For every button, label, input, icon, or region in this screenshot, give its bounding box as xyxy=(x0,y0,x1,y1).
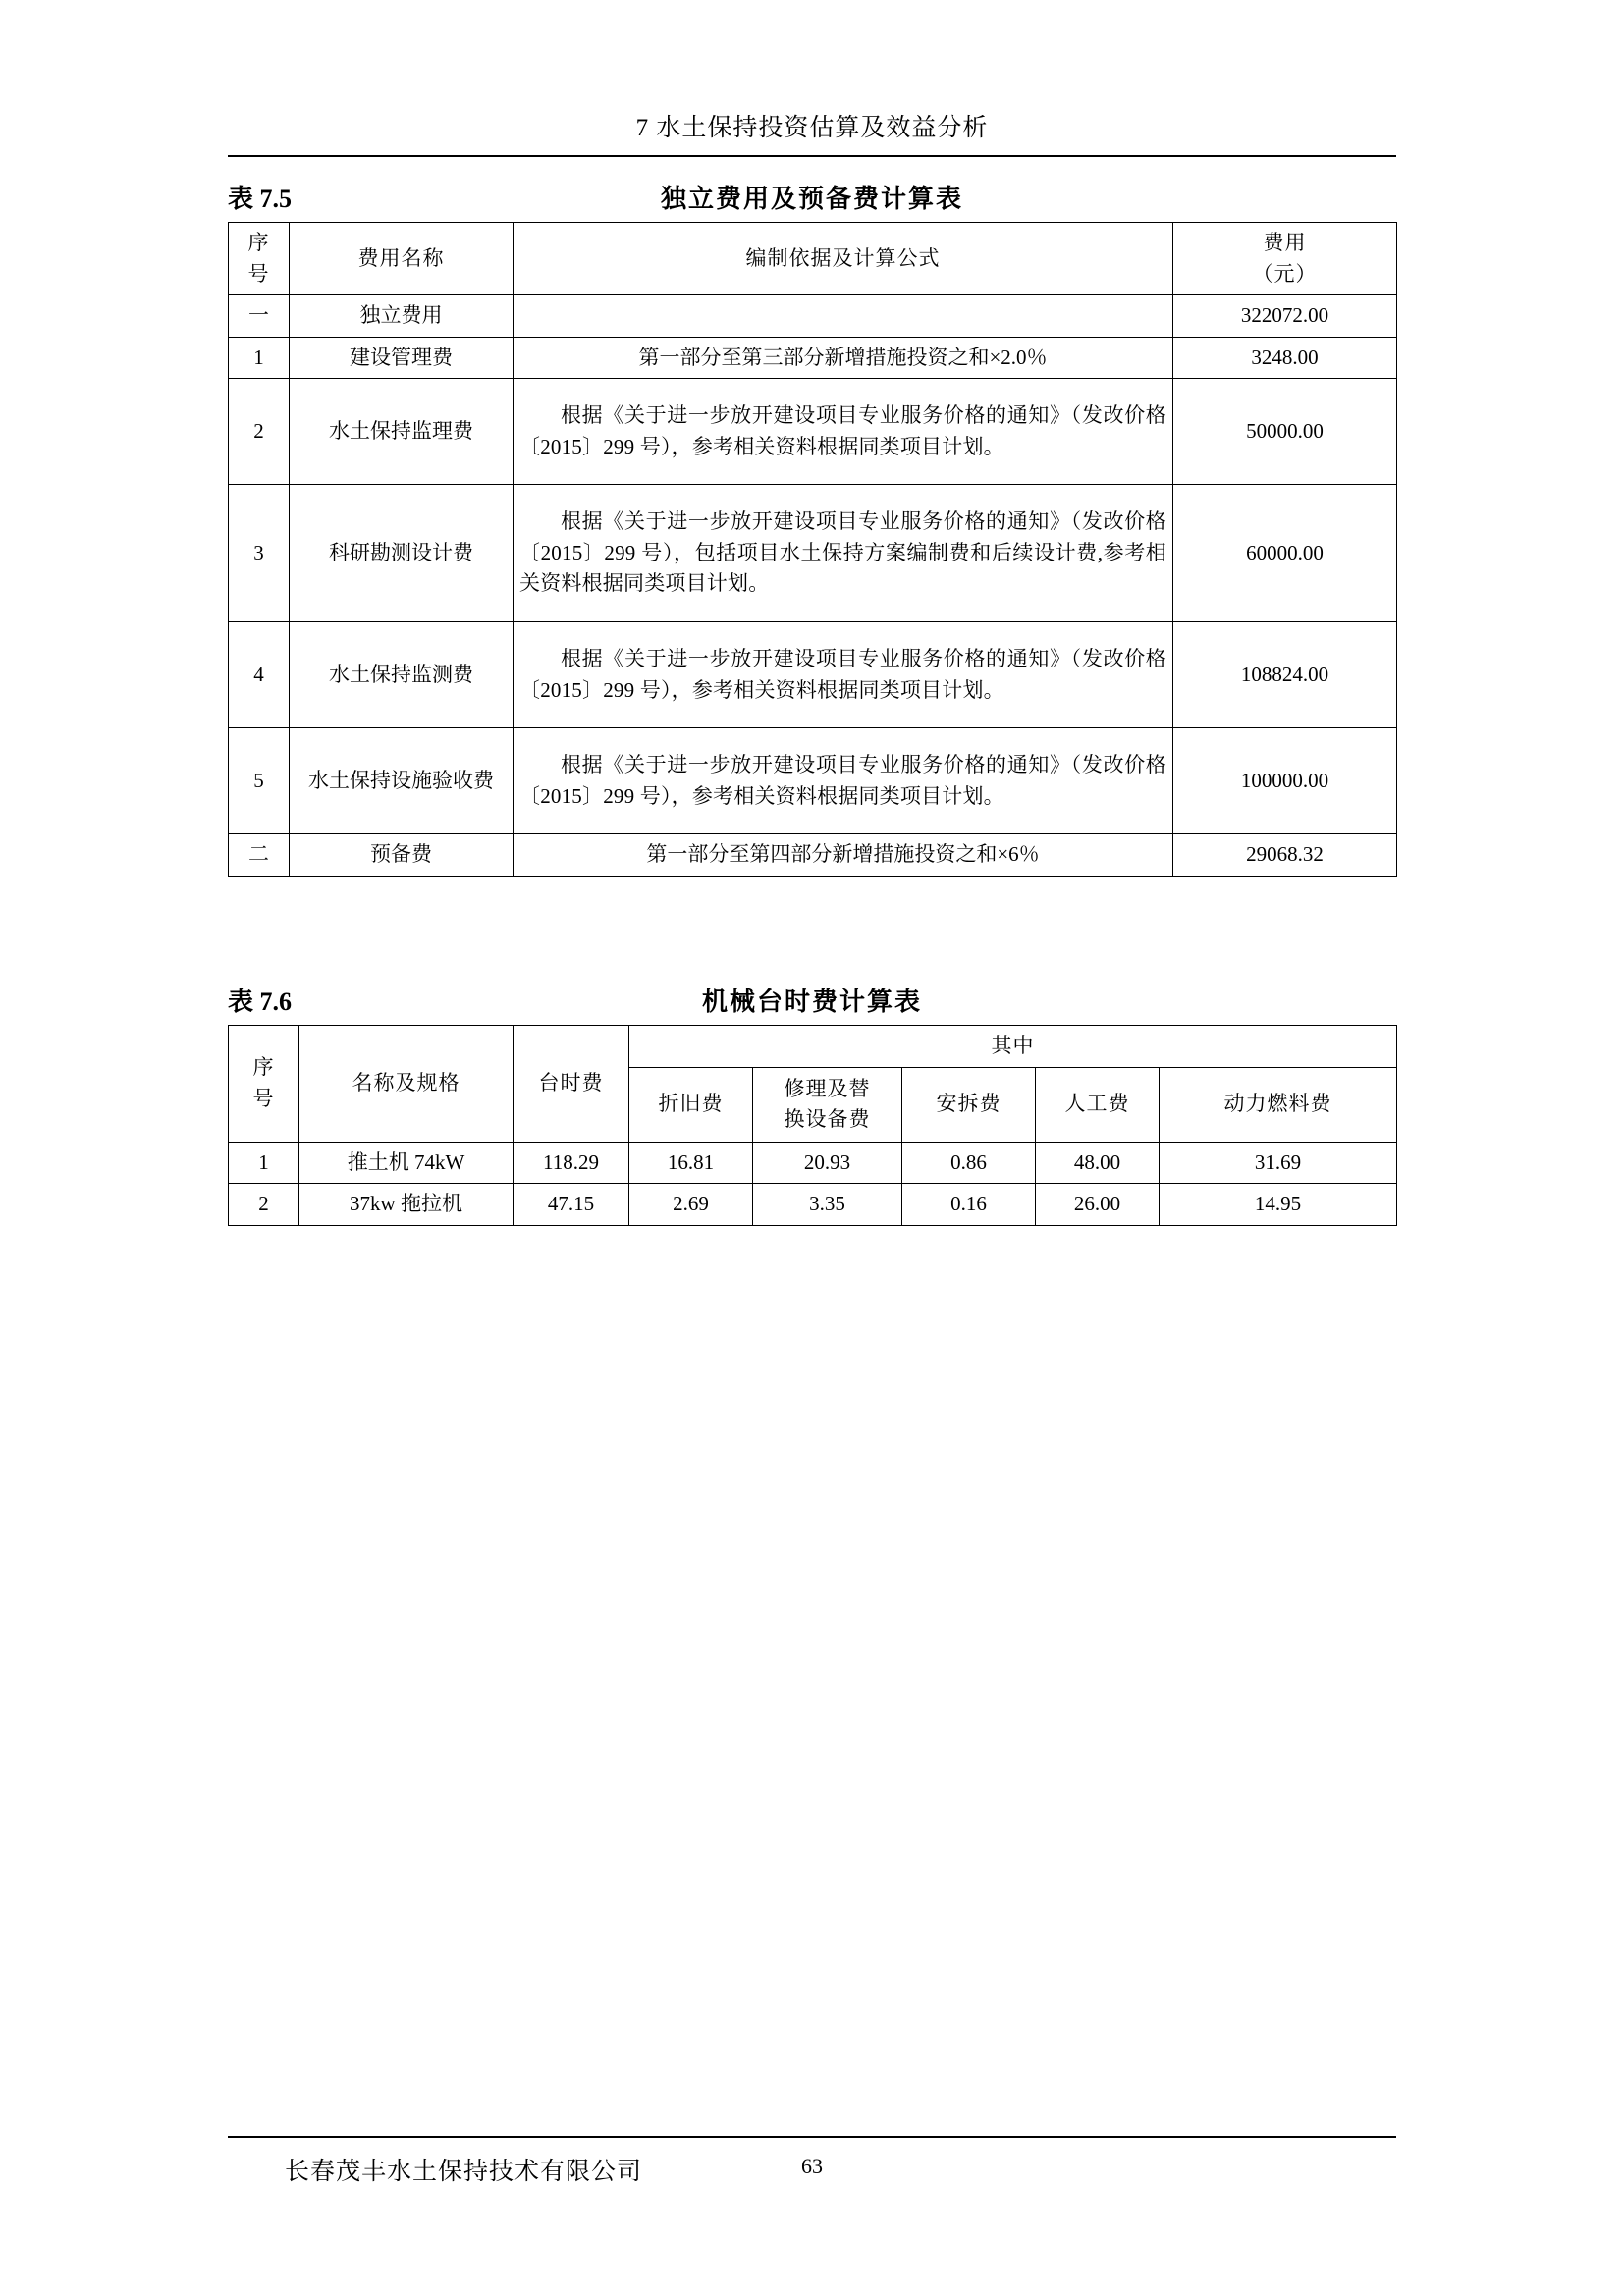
table-7-5 xyxy=(228,222,1397,877)
cell-fuel: 14.95 xyxy=(1160,1184,1397,1226)
cell-install: 0.16 xyxy=(902,1184,1036,1226)
cell-seq: 3 xyxy=(229,485,290,622)
cell-amount: 108824.00 xyxy=(1173,622,1397,728)
cell-basis: 根据《关于进一步放开建设项目专业服务价格的通知》（发改价格〔2015〕299 号），参考相关资料根据同类项目计划。 xyxy=(514,379,1173,485)
cell-labor: 48.00 xyxy=(1036,1142,1160,1184)
table-7-6-caption-title: 机械台时费计算表 xyxy=(701,988,922,1016)
cell-install: 0.86 xyxy=(902,1142,1036,1184)
col-header-install: 安拆费 xyxy=(902,1067,1036,1142)
col-header-fuel: 动力燃料费 xyxy=(1160,1067,1397,1142)
footer-page-number: 63 xyxy=(801,2154,823,2178)
footer-company: 长春茂丰水土保持技术有限公司 xyxy=(285,2159,643,2185)
page-header: 7 水土保持投资估算及效益分析 xyxy=(635,115,989,141)
cell-seq: 2 xyxy=(229,1184,299,1226)
cell-name: 推土机 74kW xyxy=(299,1142,514,1184)
table-row xyxy=(229,834,1397,877)
cell-depreciation: 16.81 xyxy=(629,1142,753,1184)
table-row xyxy=(229,295,1397,338)
cell-basis: 第一部分至第四部分新增措施投资之和×6％ xyxy=(514,834,1173,877)
cell-repair: 3.35 xyxy=(753,1184,902,1226)
table-row xyxy=(229,728,1397,834)
cell-seq: 一 xyxy=(229,295,290,338)
cell-name: 建设管理费 xyxy=(290,337,514,379)
col-header-amount: 费用 （元） xyxy=(1173,223,1397,295)
col-header-labor: 人工费 xyxy=(1036,1067,1160,1142)
cell-amount: 50000.00 xyxy=(1173,379,1397,485)
col-header-group: 其中 xyxy=(629,1026,1397,1068)
table-7-6-block xyxy=(228,982,1396,1226)
cell-basis: 第一部分至第三部分新增措施投资之和×2.0％ xyxy=(514,337,1173,379)
cell-seq: 4 xyxy=(229,622,290,728)
cell-name: 科研勘测设计费 xyxy=(290,485,514,622)
table-row xyxy=(229,379,1397,485)
cell-name: 37kw 拖拉机 xyxy=(299,1184,514,1226)
cell-name: 独立费用 xyxy=(290,295,514,338)
cell-name: 水土保持监理费 xyxy=(290,379,514,485)
cell-amount: 29068.32 xyxy=(1173,834,1397,877)
table-7-5-caption xyxy=(228,179,1396,222)
table-7-6 xyxy=(228,1025,1397,1226)
table-row xyxy=(229,622,1397,728)
cell-seq: 2 xyxy=(229,379,290,485)
cell-amount: 60000.00 xyxy=(1173,485,1397,622)
footer-divider xyxy=(228,2136,1396,2138)
cell-hourly: 47.15 xyxy=(514,1184,629,1226)
table-row xyxy=(229,485,1397,622)
cell-name: 水土保持监测费 xyxy=(290,622,514,728)
cell-name: 预备费 xyxy=(290,834,514,877)
col-header-repair: 修理及替 换设备费 xyxy=(753,1067,902,1142)
cell-labor: 26.00 xyxy=(1036,1184,1160,1226)
cell-seq: 二 xyxy=(229,834,290,877)
cell-basis xyxy=(514,295,1173,338)
cell-basis: 根据《关于进一步放开建设项目专业服务价格的通知》（发改价格〔2015〕299 号），包括项目水土保持方案编制费和后续设计费,参考相关资料根据同类项目计划。 xyxy=(514,485,1173,622)
table-7-5-caption-title: 独立费用及预备费计算表 xyxy=(660,185,963,213)
cell-basis: 根据《关于进一步放开建设项目专业服务价格的通知》（发改价格〔2015〕299 号），参考相关资料根据同类项目计划。 xyxy=(514,622,1173,728)
table-7-5-block xyxy=(228,179,1396,877)
table-row xyxy=(229,1142,1397,1184)
cell-name: 水土保持设施验收费 xyxy=(290,728,514,834)
cell-depreciation: 2.69 xyxy=(629,1184,753,1226)
table-row xyxy=(229,1184,1397,1226)
col-header-seq: 序 号 xyxy=(229,1026,299,1143)
cell-amount: 3248.00 xyxy=(1173,337,1397,379)
cell-hourly: 118.29 xyxy=(514,1142,629,1184)
cell-seq: 1 xyxy=(229,1142,299,1184)
cell-seq: 5 xyxy=(229,728,290,834)
table-7-6-caption xyxy=(228,982,1396,1025)
cell-fuel: 31.69 xyxy=(1160,1142,1397,1184)
cell-basis: 根据《关于进一步放开建设项目专业服务价格的通知》（发改价格〔2015〕299 号），参考相关资料根据同类项目计划。 xyxy=(514,728,1173,834)
table-7-5-header-row xyxy=(229,223,1397,295)
table-7-5-caption-number: 表 7.5 xyxy=(228,185,293,213)
table-7-6-caption-number: 表 7.6 xyxy=(228,988,293,1016)
col-header-depreciation: 折旧费 xyxy=(629,1067,753,1142)
col-header-hourly: 台时费 xyxy=(514,1026,629,1143)
col-header-name: 名称及规格 xyxy=(299,1026,514,1143)
cell-repair: 20.93 xyxy=(753,1142,902,1184)
header-divider xyxy=(228,155,1396,157)
table-7-6-header-row-top xyxy=(229,1026,1397,1068)
cell-amount: 322072.00 xyxy=(1173,295,1397,338)
col-header-seq: 序 号 xyxy=(229,223,290,295)
col-header-name: 费用名称 xyxy=(290,223,514,295)
table-row xyxy=(229,337,1397,379)
cell-seq: 1 xyxy=(229,337,290,379)
cell-amount: 100000.00 xyxy=(1173,728,1397,834)
col-header-basis: 编制依据及计算公式 xyxy=(514,223,1173,295)
